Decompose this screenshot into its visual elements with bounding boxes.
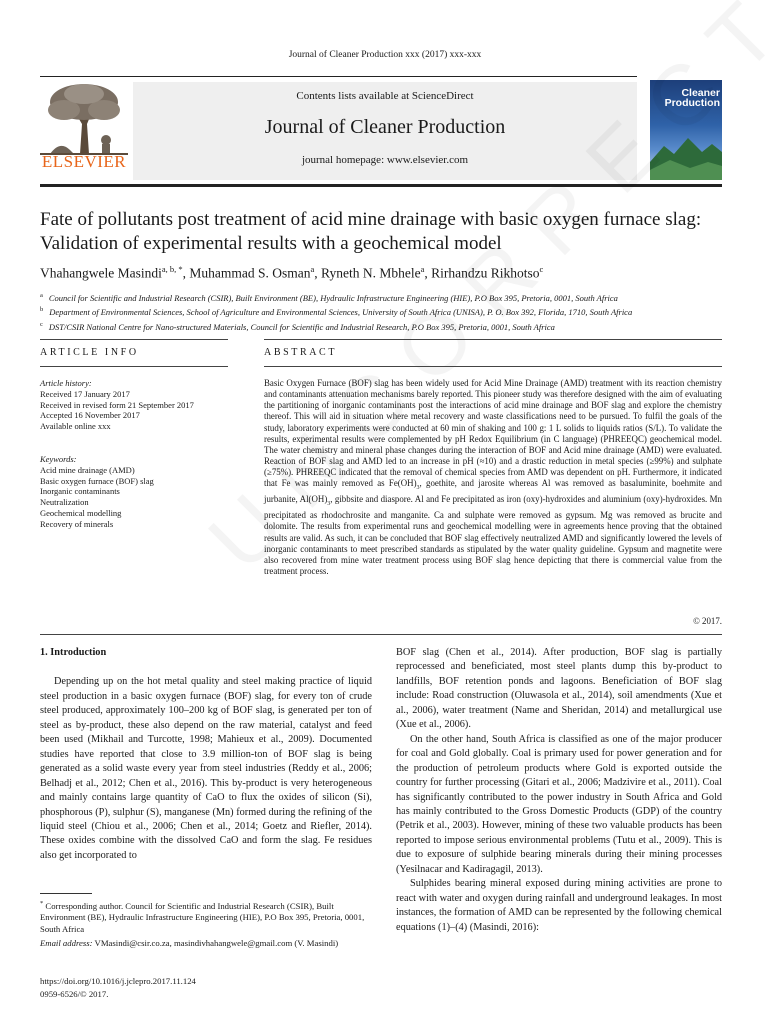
body-paragraph: On the other hand, South Africa is classified as one of the major producer for coal and Gold globally. Coal is primary used for power generation and for the production of petroleum products where Gold is exported outside the country for further processing (Gitari et al., 2006; Madzivire et al., 2011). Coal has significantly contributed to the power industry in South Africa and Gold has mainly contributed to the Gross Domestic Products (GDP) of the country (Petrik et al., 2003). However, mining of these two valuable products has been reported to impose serious environmental problems (Tutu et al., 2009). This is due to exposure of sulphide bearing minerals during their mining processes (Yesilnacar and Kadiragagil, 2013). [396, 733, 722, 875]
author-name[interactable]: Ryneth N. Mbhele [321, 265, 421, 281]
keyword-item: Inorganic contaminants [40, 486, 120, 497]
keyword-item: Neutralization [40, 497, 89, 508]
journal-homepage[interactable]: journal homepage: www.elsevier.com [301, 154, 469, 166]
running-head: Journal of Cleaner Production xxx (2017) xxx-xxx [288, 50, 482, 60]
affiliation-item [40, 290, 722, 304]
author-affil-mark: a, b, * [161, 264, 183, 274]
journal-title[interactable]: Journal of Cleaner Production [264, 116, 506, 138]
footnote-rule [40, 893, 92, 894]
article-title: Fate of pollutants post treatment of acid mine drainage with basic oxygen furnace slag: Validation of experimental results with a geochemical model [40, 209, 702, 254]
abstract-rule-top [264, 339, 722, 340]
elsevier-tree-logo-icon [40, 80, 128, 156]
affiliation-item [40, 319, 722, 333]
cover-title-line2: Production [664, 97, 720, 109]
history-item: Available online xxx [40, 421, 111, 432]
abstract-copyright: © 2017. [693, 616, 722, 626]
abstract-text [264, 378, 722, 577]
abstract-part: , goethite, and jarosite whereas Al was removed as basaluminite, boehmite and jurbanite, Al(OH) [264, 478, 722, 505]
abstract-subscript: 3 [327, 501, 331, 508]
affiliation-mark: a [40, 292, 43, 299]
author-affil-mark: a [420, 264, 425, 274]
author-affil-mark: a [310, 264, 315, 274]
affiliation-text: Department of Environmental Sciences, School of Agriculture and Environmental Sciences, University of South Africa (UNISA), P. O. Box 392, Florida, 1710, South Africa [49, 307, 633, 318]
keyword-item: Geochemical modelling [40, 507, 122, 518]
article-info-rule-bottom [40, 366, 228, 367]
article-info-heading: ARTICLE INFO [40, 347, 139, 358]
abstract-rule-bottom [264, 366, 722, 367]
author-name[interactable]: Rirhandzu Rikhotso [431, 265, 540, 281]
article-info [40, 378, 228, 530]
author-separator: , [314, 265, 322, 281]
issn-line: 0959-6526/© 2017. [40, 988, 109, 999]
keyword-item: Acid mine drainage (AMD) [40, 464, 135, 475]
keyword-item: Recovery of minerals [40, 518, 114, 529]
body-paragraph: BOF slag (Chen et al., 2014). After production, BOF slag is partially reprocessed and beneficiated, most steel plants dump this by-product to landfills, BOF retention ponds and lagoons. Beneficiation of BOF slag include: Road construction (Oluwasola et al., 2014), soil amendments (Xue et al., 2006), water treatment (Name and Sheridan, 2014) and metallurgical use (Xue et al., 2006). [396, 647, 722, 731]
body-left-column [40, 646, 372, 863]
keywords-label: Keywords: [40, 453, 77, 464]
email-label: Email address: [40, 938, 93, 949]
author-name[interactable]: Muhammad S. Osman [189, 265, 311, 281]
history-item: Received in revised form 21 September 2017 [40, 399, 194, 410]
header-rule-top [40, 76, 637, 77]
doi-block [40, 975, 196, 1000]
author-list [40, 264, 722, 282]
footnote-mark: * [40, 900, 44, 907]
author-name[interactable]: Vhahangwele Masindi [40, 265, 162, 281]
doi-link[interactable]: https://doi.org/10.1016/j.jclepro.2017.11.124 [40, 976, 196, 986]
article-info-rule-top [40, 339, 228, 340]
section-heading-introduction: 1. Introduction [40, 647, 107, 658]
email-addresses[interactable]: VMasindi@csir.co.za, masindivhahangwele@gmail.com (V. Masindi) [94, 938, 339, 949]
history-item: Received 17 January 2017 [40, 388, 130, 399]
affiliation-mark: b [40, 306, 44, 314]
affiliation-mark: c [40, 320, 43, 328]
affiliation-text: Council for Scientific and Industrial Research (CSIR), Built Environment (BE), Hydraulic Infrastructure Engineering (HIE), P.O Box 395, Pretoria, 0001, South Africa [48, 292, 618, 303]
abstract-part: , gibbsite and diaspore. Al and Fe precipitated as iron (oxy)-hydroxides and aluminium (oxy)-hydroxides. Mn precipitated as rhodochrosite and manganite. Ca and sulphate were removed as gypsum. Mg was removed as brucite and dolomite. The results from experimental runs and geochemical modelling were in agreements hence proving that the obtained results are valid. As such, it can be concluded that BOF slag effectively neutralized AMD and significantly lowered the levels of inorganic contaminants to meet prescribed standards as stipulated by the water quality guideline. Gypsum and magnetite were also recovered from mine water treatment process using BOF slag hence depicting that there is commercial value from the treatment process. [264, 494, 722, 577]
affiliations [40, 290, 722, 333]
body-paragraph: Sulphides bearing mineral exposed during mining activities are prone to react with water and oxygen during rainfall and underground leakages. In most instances, the formation of AMD can be represented by the following chemical equations (1)–(4) (Masindi, 2016): [396, 878, 722, 933]
body-paragraph: Depending up on the hot metal quality and steel making practice of liquid steel production in a basic oxygen furnace (BOF) slag, for every ton of crude steel produced, approximately 100–200 kg of BOF slag, is generated per ton of steel as by-product, these also depend on the raw material, catalyst and feed been used (Mikhail and Turcotte, 1998; Mahieux et al., 2009). Documented studies have reported that close to 3.9 million-ton of BOF slag is being generated as a solid waste every year from steel industries (Reddy et al., 2006; Belhadj et al., 2012; Chen et al., 2016). This by-product is very heterogeneous and mainly contains large quantity of CaO to flux the oxides of silicon (Si), phosphorous (P), sulphur (S), manganese (Mn) formed during the refining of the liquid steel (Chiou et al., 2006; Chen et al., 2014; Goetz and Riefler, 2014). These oxides combine with the dissolved CaO and form the slag. Fe residues also get incorporated to [40, 676, 373, 861]
author-separator: , [182, 265, 190, 281]
elsevier-logo[interactable]: ELSEVIER [41, 152, 127, 171]
author-affil-mark: c [539, 264, 544, 274]
footnote-text: Corresponding author. Council for Scientific and Industrial Research (CSIR), Built Environment (BE), Hydraulic Infrastructure Engineering (HIE), P.O Box 395, Pretoria, 0001, South Africa [40, 900, 365, 934]
abstract-end-rule [40, 634, 722, 635]
history-label: Article history: [40, 378, 92, 388]
affiliation-item [40, 304, 722, 318]
keyword-item: Basic oxygen furnace (BOF) slag [40, 475, 154, 486]
abstract-heading: ABSTRACT [264, 347, 338, 358]
history-item: Accepted 16 November 2017 [40, 410, 140, 421]
cover-title-line1: Cleaner [681, 87, 720, 99]
corresponding-author-footnote [40, 898, 372, 950]
contents-line: Contents lists available at ScienceDirect [296, 90, 474, 102]
abstract-part: Basic Oxygen Furnace (BOF) slag has been widely used for Acid Mine Drainage (AMD) treatment with its reaction chemistry and contaminants attenuation mechanisms barely reported. This pioneer study was therefore designed with the aim of evaluating the partitioning of inorganic contaminants post the interactions of acid mine drainage and BOF slag and explore the chemistry thereof. This will aid in situation where metal recovery and waste classifications need to be pursued. To fulfil the goals of the study, laboratory experiments were conducted at 60 min of shaking and 100 g: 1 L solids to liquids ratios (S/L). To validate the results, experimental results were complemented by pH Redox Equilibrium (in C language) (PHREEQC) geochemical model. The water chemistry and mineral phase changes during the interaction of BOF and Acid mine drainage (AMD) were evaluated. Reaction of BOF slag and AMD led to an increase in pH (≈10) and a drastic reduction in metal species (≥99%) and sulphate (≥75%). PHREEQC indicated that the removal of chemical species from AMD was dependent on pH. Furthermore, it indicated that Fe was mainly removed as Fe(OH) [264, 378, 722, 489]
abstract-subscript: 3 [416, 485, 420, 492]
body-right-column [396, 646, 722, 935]
affiliation-text: DST/CSIR National Centre for Nano-structured Materials, Council for Scientific and Industrial Research, P.O Box 395, Pretoria, 0001, South Africa [48, 321, 555, 332]
author-separator: , [424, 265, 432, 281]
